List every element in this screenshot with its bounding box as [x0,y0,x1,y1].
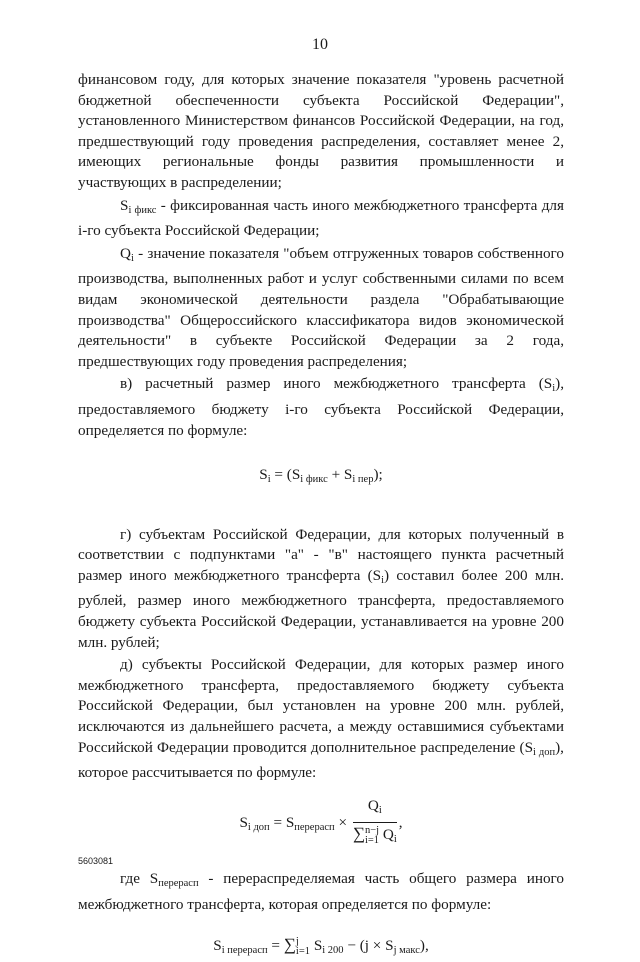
paragraph-item-d [78,655,564,784]
formula-subscript: i перерасп [221,945,268,957]
sum-limits [365,826,379,846]
symbol-subscript: i [552,383,556,395]
paragraph-text: - фиксированная часть иного межбюджетного трансферта для i-го субъекта Российской Федерации; [78,196,565,240]
paragraph-text: в) расчетный размер иного межбюджетного трансферта (S [120,375,553,393]
formula-symbol: × [334,813,351,831]
paragraph-text: - значение показателя "объем отгруженных товаров собственного производства, выполненных работ и услуг собственными силами по всем видам экономической деятельности раздела "Обрабатывающие производства" Общероссийского классификатора видов экономической деятельности" в субъекте Российской Федерации за 2 года, предшествующих году проведения распределения; [78,244,564,370]
symbol-subscript: i [130,252,134,264]
sum-upper-limit: j [295,935,299,947]
document-code: 5603081 [78,856,114,866]
formula-symbol: + S [327,466,353,484]
formula-s-pereras [78,935,564,962]
paragraph-text: ), предоставляемого бюджету i-го субъекта Российской Федерации, определяется по формуле: [78,375,564,439]
fraction-numerator [353,796,397,824]
formula-subscript: i пер [352,474,374,486]
formula-symbol: ); [373,466,383,484]
sum-symbol: ∑ [283,935,296,955]
formula-si-dop [78,796,564,851]
formula-symbol: ), [419,937,429,955]
formula-subscript: i [393,834,397,846]
symbol-subscript: перерасп [158,878,199,889]
paragraph-text: г) субъектам Российской Федерации, для которых полученный в соответствии с подпунктами "а" - "в" настоящего пункта расчетный размер иного межбюджетного трансферта (S [78,525,564,584]
formula-subscript: i [378,804,382,816]
paragraph-text: - перераспределяемая часть общего размера иного межбюджетного трансферта, которая определяется по формуле: [78,870,565,913]
symbol: Q [120,244,131,262]
formula-subscript: i 200 [322,945,344,957]
symbol-subscript: i фикс [128,204,157,216]
formula-subscript: j макс [393,945,420,957]
formula-symbol: = S [269,813,295,831]
formula-subscript: i доп [247,821,270,833]
sum-upper-limit: n−j [364,824,380,836]
formula-symbol: S [213,937,222,955]
sum-symbol: ∑ [352,824,365,844]
paragraph-text: ) составил более 200 млн. рублей, размер иного межбюджетного трансферта, предоставляемого бюджету субъекта Российской Федерации, устанавливается на уровне 200 млн. рублей; [78,566,565,651]
formula-symbol: Q [367,796,379,814]
paragraph-continuation [78,70,564,194]
formula-subscript: перерасп [294,821,335,833]
paragraph-text: д) субъекты Российской Федерации, для которых размер иного межбюджетного трансферта, предоставляемого бюджету субъекта Российской Федерации, был установлен на уровне 200 млн. рублей, исключаются из дальнейшего расчета, а между оставшимися субъектами Российской Федерации проводится дополнительное распределение (S [78,656,564,756]
formula-symbol: S [310,937,323,955]
formula-symbol: = [267,937,284,955]
symbol-subscript: i [381,574,385,586]
formula-symbol: S [239,813,248,831]
symbol: S [120,196,129,214]
page-number: 10 [312,36,328,53]
document-body [78,70,564,962]
paragraph-text: финансовом году, для которых значение показателя "уровень расчетной бюджетной обеспеченности субъекта Российской Федерации", установленного Министерством финансов Российской Федерации, на год, предшествующий году проведения распределения, составляет менее 2, имеющих региональные фонды развития промышленности и участвующих в распределении; [78,71,564,191]
formula-symbol: = (S [270,466,301,484]
paragraph-item-v [78,374,564,441]
formula-subscript: i [267,474,271,486]
sum-lower-limit: i=1 [295,945,311,957]
formula-si [78,465,564,491]
formula-fraction [353,796,397,851]
paragraph-s-fix-definition [78,196,564,242]
fraction-denominator [353,823,397,851]
formula-symbol: Q [379,826,394,844]
paragraph-s-pereras-definition [78,869,564,915]
formula-symbol: − (j × S [343,937,394,955]
formula-symbol: S [259,466,268,484]
paragraph-item-g [78,525,564,654]
formula-subscript: i фикс [300,474,328,486]
sum-limits [296,937,310,957]
paragraph-q-definition [78,244,564,373]
sum-lower-limit: i=1 [364,834,380,846]
paragraph-text: ), которое рассчитывается по формуле: [78,738,564,782]
formula-symbol: , [398,813,403,831]
symbol-subscript: i доп [533,746,556,758]
paragraph-text: где S [120,870,159,887]
